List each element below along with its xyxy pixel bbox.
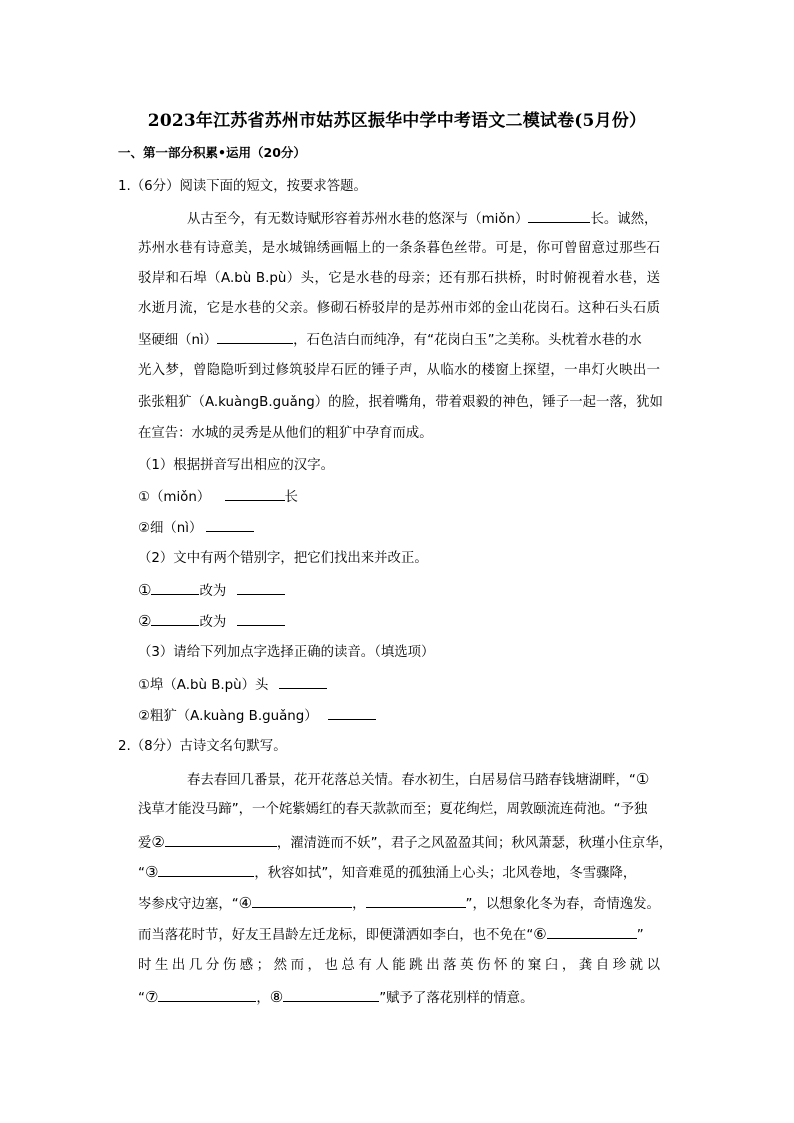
passage-line-1 — [187, 209, 657, 230]
answer-connector: 改为 — [199, 615, 227, 630]
answer-blank[interactable] — [237, 612, 285, 626]
answer-blank[interactable] — [158, 863, 254, 877]
passage-text: ， — [256, 991, 270, 1006]
passage-text: 春去春回几番景，花开花落总关情。春水初生，白居易信马踏春钱塘湖畔，“ — [187, 773, 636, 788]
answer-prefix: ① — [138, 581, 152, 599]
answer-prefix: ①埠（A.bù B.pù）头 — [138, 678, 269, 693]
answer-blank[interactable] — [283, 988, 379, 1002]
blank-number: ③ — [144, 863, 159, 881]
answer-line-1-1 — [138, 487, 298, 508]
passage-text: ”，以想象化冬为春，奇情逸发。 — [465, 897, 660, 912]
answer-connector: 改为 — [199, 584, 227, 599]
answer-prefix: ② — [138, 612, 152, 630]
passage-text: ，濯清涟而不妖”，君子之风盈盈其间；秋风萧瑟，秋瑾小住京华， — [276, 836, 673, 851]
passage-text: 从古至今，有无数诗赋形容着苏州水巷的悠深与（miǒn） — [187, 212, 529, 227]
poem-line-5 — [138, 893, 660, 915]
answer-prefix: ②粗犷（A.kuàng B.guǎng） — [138, 709, 318, 724]
passage-line-5 — [138, 330, 642, 351]
poem-line-3 — [138, 832, 672, 854]
blank-number: ④ — [238, 894, 253, 912]
passage-text: “ — [138, 866, 145, 881]
answer-line-2-2 — [138, 611, 285, 633]
blank-number: ① — [635, 770, 650, 788]
answer-blank[interactable] — [225, 487, 285, 501]
passage-text: 长。诚然， — [590, 212, 658, 227]
passage-text: ，石色洁白而纯净，有“花岗白玉”之美称。头枕着水巷的水 — [293, 333, 642, 348]
question-1-heading: 1.（6分）阅读下面的短文，按要求答题。 — [118, 179, 367, 194]
passage-text: ”，一个姹紫嫣红的春天款款而至；夏花绚烂，周敦颐流连荷池。“予独 — [231, 802, 648, 817]
passage-line-4: 水逝月流，它是水巷的父亲。修砌石桥驳岸的是苏州市郊的金山花岗石。这种石头石质 — [138, 301, 660, 316]
passage-text: “ — [138, 991, 145, 1006]
section-heading: 一、第一部分积累•运用（20分） — [118, 145, 306, 160]
poem-line-8 — [138, 987, 533, 1009]
answer-blank[interactable] — [547, 925, 637, 939]
answer-blank[interactable] — [217, 330, 293, 344]
question-2-heading: 2.（8分）古诗文名句默写。 — [118, 739, 287, 754]
answer-blank[interactable] — [366, 894, 466, 908]
subquestion-2: （2）文中有两个错别字，把它们找出来并改正。 — [138, 551, 428, 566]
passage-text: ，秋容如拭”，知音难觅的孤独涌上心头；北风卷地，冬雪骤降， — [254, 866, 637, 881]
passage-line-8: 在宣告：水城的灵秀是从他们的粗犷中孕育而成。 — [138, 426, 433, 441]
answer-blank[interactable] — [279, 675, 327, 689]
answer-blank[interactable] — [165, 833, 277, 847]
answer-blank[interactable] — [528, 209, 590, 223]
answer-blank[interactable] — [206, 518, 254, 532]
passage-text: 浅草才能没马蹄 — [138, 802, 232, 817]
poem-line-2 — [138, 800, 647, 820]
answer-blank[interactable] — [328, 706, 376, 720]
subquestion-3: （3）请给下列加点字选择正确的读音。（填选项） — [138, 645, 435, 660]
passage-line-2: 苏州水巷有诗意美，是水城锦绣画幅上的一条条暮色丝带。可是，你可曾留意过那些石 — [138, 241, 660, 256]
answer-suffix: 长 — [284, 490, 298, 505]
poem-line-1 — [187, 769, 649, 791]
subquestion-1: （1）根据拼音写出相应的汉字。 — [138, 458, 334, 473]
passage-line-3: 驳岸和石埠（A.bù B.pù）头，它是水巷的母亲；还有那石拱桥，时时俯视着水巷，送 — [138, 271, 660, 286]
passage-text: 坚硬细（nì） — [138, 333, 218, 348]
answer-blank[interactable] — [252, 894, 352, 908]
passage-text: 岑参戍守边塞，“ — [138, 897, 239, 912]
answer-blank[interactable] — [158, 988, 256, 1002]
answer-blank[interactable] — [237, 581, 285, 595]
poem-line-6 — [138, 924, 644, 946]
page-title: 2023年江苏省苏州市姑苏区振华中学中考语文二模试卷(5月份） — [147, 111, 647, 131]
blank-number: ⑧ — [269, 988, 284, 1006]
passage-text: ”赋予了落花别样的情意。 — [379, 991, 534, 1006]
passage-line-7: 张张粗犷（A.kuàngB.guǎng）的脸，抿着嘴角，带着艰毅的神色，锤子一起一落，犹如 — [138, 395, 663, 410]
passage-text: ， — [352, 897, 366, 912]
passage-line-6: 光入梦，曾隐隐听到过修筑驳岸石匠的锤子声，从临水的楼窗上探望，一串灯火映出一 — [138, 363, 660, 378]
blank-number: ② — [151, 833, 165, 851]
blank-number: ⑦ — [144, 988, 159, 1006]
answer-blank[interactable] — [151, 612, 199, 626]
passage-text: ” — [636, 928, 644, 943]
blank-number: ⑥ — [533, 925, 547, 943]
answer-line-3-2 — [138, 706, 376, 727]
passage-text: 爱 — [138, 836, 152, 851]
poem-line-7: 时生出几分伤感；然而，也总有人能跳出落英伤怀的窠臼，龚自珍就以 — [138, 958, 660, 973]
passage-text: 而当落花时节，好友王昌龄左迁龙标，即便潇洒如李白，也不免在“ — [138, 928, 534, 943]
answer-prefix: ①（miǒn） — [138, 490, 211, 505]
answer-line-3-1 — [138, 675, 327, 696]
answer-line-1-2 — [138, 518, 254, 539]
answer-line-2-1 — [138, 580, 285, 602]
answer-blank[interactable] — [151, 581, 199, 595]
poem-line-4 — [138, 862, 636, 884]
answer-prefix: ②细（nì） — [138, 521, 203, 536]
